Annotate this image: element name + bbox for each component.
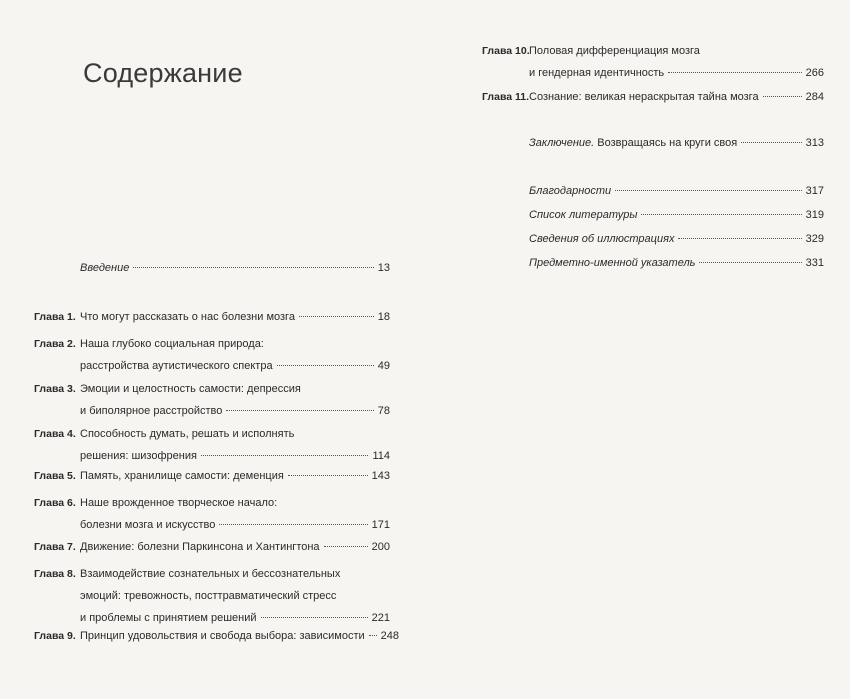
dot-leader (668, 72, 801, 73)
toc-entry (34, 465, 390, 487)
entry-title: Движение: болезни Паркинсона и Хантингтона (80, 541, 320, 553)
dot-leader (641, 214, 801, 215)
entry-title: Список литературы (529, 209, 638, 221)
entry-title: болезни мозга и искусство (80, 519, 216, 531)
page-number: 13 (377, 262, 390, 274)
toc-entry (34, 536, 390, 558)
page-number: 18 (377, 311, 390, 323)
entry-title-italic: Заключение. (529, 137, 595, 149)
dot-leader (133, 267, 373, 268)
toc-entry (34, 333, 390, 377)
page-number: 221 (371, 612, 390, 624)
toc-entry (34, 423, 390, 467)
toc-entry (34, 257, 390, 279)
dot-leader (226, 410, 373, 411)
entry-title: Благодарности (529, 185, 612, 197)
page-number: 171 (371, 519, 390, 531)
chapter-number: Глава 4. (34, 428, 76, 440)
chapter-number: Глава 3. (34, 383, 76, 395)
chapter-number: Глава 2. (34, 338, 76, 350)
entry-title: Наша глубоко социальная природа: (80, 338, 264, 350)
page-number: 331 (805, 257, 824, 269)
entry-title: Принцип удовольствия и свобода выбора: зависимости (80, 630, 365, 642)
dot-leader (763, 96, 802, 97)
dot-leader (615, 190, 801, 191)
toc-entry (34, 625, 399, 647)
toc-entry (34, 306, 390, 328)
entry-title: решения: шизофрения (80, 450, 197, 462)
chapter-number: Глава 1. (34, 311, 76, 323)
chapter-number: Глава 11. (482, 91, 530, 103)
toc-entry (482, 228, 824, 250)
toc-entry (482, 252, 824, 274)
page-number: 317 (805, 185, 824, 197)
page-number: 319 (805, 209, 824, 221)
dot-leader (299, 316, 374, 317)
entry-title: Что могут рассказать о нас болезни мозга (80, 311, 295, 323)
toc-entry (34, 492, 390, 536)
entry-title: Половая дифференциация мозга (529, 45, 700, 57)
page-number: 329 (805, 233, 824, 245)
entry-title: Возвращаясь на круги своя (594, 137, 738, 149)
entry-title: и биполярное расстройство (80, 405, 223, 417)
toc-entry (482, 180, 824, 202)
entry-title: расстройства аутистического спектра (80, 360, 273, 372)
entry-title: Предметно-именной указатель (529, 257, 696, 269)
dot-leader (288, 475, 368, 476)
toc-entry (34, 378, 390, 422)
page-number: 266 (805, 67, 824, 79)
entry-title: и гендерная идентичность (529, 67, 665, 79)
dot-leader (741, 142, 801, 143)
entry-title: Эмоции и целостность самости: депрессия (80, 383, 301, 395)
entry-title: эмоций: тревожность, посттравматический стресс (80, 590, 337, 602)
page-number: 49 (377, 360, 390, 372)
chapter-number: Глава 6. (34, 497, 76, 509)
entry-title: Введение (80, 262, 130, 274)
entry-title: Сознание: великая нераскрытая тайна мозга (529, 91, 759, 103)
entry-title: Взаимодействие сознательных и бессознательных (80, 568, 341, 580)
dot-leader (699, 262, 801, 263)
toc-entry (482, 204, 824, 226)
chapter-number: Глава 8. (34, 568, 76, 580)
dot-leader (369, 635, 377, 636)
toc-entry (482, 132, 824, 154)
dot-leader (277, 365, 374, 366)
chapter-number: Глава 7. (34, 541, 76, 553)
page-number: 114 (372, 450, 390, 462)
chapter-number: Глава 9. (34, 630, 76, 642)
chapter-number: Глава 5. (34, 470, 76, 482)
toc-entry (482, 86, 824, 108)
entry-title: Способность думать, решать и исполнять (80, 428, 295, 440)
entry-title: Наше врожденное творческое начало: (80, 497, 278, 509)
page-number: 78 (377, 405, 390, 417)
page-number: 284 (805, 91, 824, 103)
entry-title: Память, хранилище самости: деменция (80, 470, 284, 482)
page-number: 248 (380, 630, 399, 642)
toc-entry (482, 40, 824, 84)
toc-entry (34, 563, 390, 629)
dot-leader (261, 617, 368, 618)
page-number: 143 (371, 470, 390, 482)
dot-leader (201, 455, 369, 456)
dot-leader (219, 524, 367, 525)
page-title: Содержание (83, 58, 243, 88)
dot-leader (678, 238, 801, 239)
dot-leader (324, 546, 368, 547)
entry-title: Сведения об иллюстрациях (529, 233, 675, 245)
entry-title: и проблемы с принятием решений (80, 612, 257, 624)
page-number: 313 (805, 137, 824, 149)
page-number: 200 (371, 541, 390, 553)
chapter-number: Глава 10. (482, 45, 530, 57)
